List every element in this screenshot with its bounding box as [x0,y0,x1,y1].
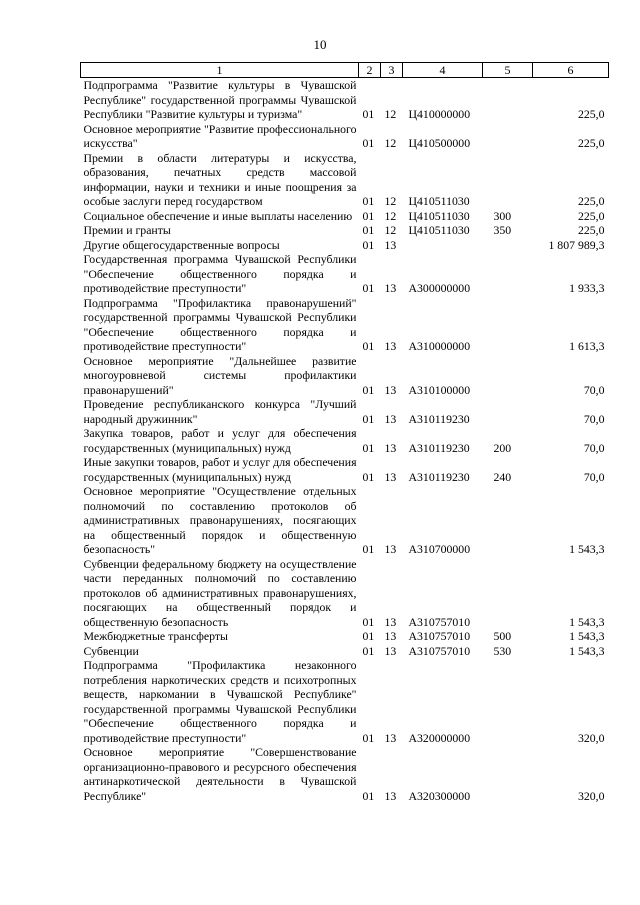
amount: 320,0 [577,730,605,745]
amount: 320,0 [577,788,605,803]
item-name: Субвенции [83,643,139,658]
amount: 225,0 [577,208,605,223]
table-row [81,557,609,630]
section-code: 01 [362,411,375,426]
target-article-code: А310757010 [408,643,471,658]
section-code: 01 [362,107,375,121]
table-row [81,484,609,557]
amount: 1 543,3 [569,614,605,629]
section-code: 01 [362,382,375,397]
target-article-code: Ц410511030 [408,194,470,208]
table-row [81,252,609,296]
target-article-code: Ц410000000 [408,107,471,121]
expense-type-code [483,397,533,426]
column-header: 4 [403,63,483,78]
item-name: Основное мероприятие "Дальнейшее развитие многоуровневой системы профилактики правонарушений" [83,353,357,397]
expense-type-code [483,238,533,253]
expense-type-code [483,557,533,630]
item-name: Подпрограмма "Профилактика правонарушений" государственной программы Чувашской Республики "Обеспечение общественного порядка и противодействие преступности" [83,295,357,353]
target-article-code: А310119230 [408,469,470,484]
amount: 225,0 [577,136,605,150]
subsection-code: 13 [384,440,397,455]
table-row [81,209,609,224]
subsection-code: 12 [384,223,397,237]
table-row [81,151,609,209]
amount: 70,0 [583,469,605,484]
subsection-code: 12 [384,194,397,208]
section-code: 01 [362,440,375,455]
section-code: 01 [362,542,375,556]
table-row [81,644,609,659]
target-article-code: А310700000 [408,542,471,556]
expense-type-code: 530 [493,643,512,658]
column-header: 5 [483,63,533,78]
item-name: Государственная программа Чувашской Республики "Обеспечение общественного порядка и противодействие преступности" [83,252,357,295]
table-row [81,658,609,745]
target-article-code: А320000000 [408,730,471,745]
expense-type-code [483,484,533,557]
column-header: 6 [533,63,609,78]
amount: 70,0 [583,382,605,397]
item-name: Закупка товаров, работ и услуг для обеспечения государственных (муниципальных) нужд [83,426,357,455]
table-row [81,223,609,238]
section-code: 01 [362,629,375,643]
amount: 1 933,3 [569,281,605,295]
target-article-code: Ц410511030 [408,208,470,223]
target-article-code: А310757010 [408,614,471,629]
target-article-code [403,238,483,253]
table-row [81,397,609,426]
table-row [81,296,609,354]
subsection-code: 13 [384,411,397,426]
subsection-code: 12 [384,107,397,121]
subsection-code: 13 [384,339,397,353]
subsection-code: 13 [384,788,397,803]
expense-type-code [483,354,533,398]
expense-type-code [483,252,533,296]
target-article-code: А310119230 [408,440,470,455]
budget-table [80,62,609,803]
item-name: Субвенции федеральному бюджету на осуществление части переданных полномочий по составлению протоколов об административных правонарушениях, посягающих на общественный порядок и общественную безопасность [83,556,357,629]
subsection-code: 13 [384,542,397,556]
section-code: 01 [362,469,375,484]
subsection-code: 13 [384,237,397,252]
column-header: 1 [81,63,359,78]
item-name: Основное мероприятие "Совершенствование организационно-правового и ресурсного обеспечения антинаркотической деятельности в Чувашской Республике" [83,745,357,803]
item-name: Проведение республиканского конкурса "Лучший народный дружинник" [83,397,357,426]
section-code: 01 [362,223,375,237]
item-name: Премии и гранты [83,223,171,237]
subsection-code: 13 [384,730,397,745]
section-code: 01 [362,730,375,745]
target-article-code: А310100000 [408,382,471,397]
expense-type-code [483,658,533,745]
expense-type-code: 300 [493,208,512,223]
expense-type-code: 350 [493,223,512,237]
target-article-code: А320300000 [408,788,471,803]
section-code: 01 [362,281,375,295]
amount: 1 807 989,3 [548,237,605,252]
subsection-code: 13 [384,469,397,484]
item-name: Подпрограмма "Развитие культуры в Чувашской Республике" государственной программы Чувашской Республики "Развитие культуры и туризма" [83,78,357,121]
page-number: 10 [313,37,327,52]
expense-type-code [483,296,533,354]
section-code: 01 [362,614,375,629]
subsection-code: 13 [384,614,397,629]
table-row [81,455,609,484]
amount: 70,0 [583,440,605,455]
amount: 1 543,3 [569,542,605,556]
expense-type-code [483,78,533,122]
target-article-code: Ц410500000 [408,136,471,150]
amount: 225,0 [577,107,605,121]
table-row [81,238,609,253]
section-code: 01 [362,643,375,658]
subsection-code: 13 [384,382,397,397]
column-header: 2 [359,63,381,78]
expense-type-code: 240 [493,469,512,484]
amount: 1 543,3 [569,643,605,658]
expense-type-code [483,745,533,803]
amount: 1 543,3 [569,629,605,643]
item-name: Иные закупки товаров, работ и услуг для обеспечения государственных (муниципальных) нужд [83,455,357,484]
subsection-code: 13 [384,643,397,658]
amount: 225,0 [577,223,605,237]
expense-type-code [483,122,533,151]
expense-type-code [483,151,533,209]
table-row [81,629,609,644]
amount: 225,0 [577,194,605,208]
item-name: Подпрограмма "Профилактика незаконного потребления наркотических средств и психотропных веществ, наркомании в Чувашской Республике" государственной программы Чувашской Республики "Обеспечение общественного порядка и противодействие преступности" [83,658,357,745]
table-row [81,78,609,122]
subsection-code: 12 [384,136,397,150]
section-code: 01 [362,208,375,223]
column-header: 3 [381,63,403,78]
table-row [81,426,609,455]
expense-type-code: 200 [493,440,512,455]
target-article-code: А310119230 [408,411,470,426]
section-code: 01 [362,194,375,208]
section-code: 01 [362,788,375,803]
table-row [81,745,609,803]
item-name: Межбюджетные трансферты [83,629,228,643]
subsection-code: 13 [384,281,397,295]
subsection-code: 13 [384,629,397,643]
item-name: Социальное обеспечение и иные выплаты населению [83,208,353,223]
item-name: Основное мероприятие "Развитие профессионального искусства" [83,121,357,150]
amount: 70,0 [583,411,605,426]
item-name: Премии в области литературы и искусства, образования, печатных средств массовой информации, науки и техники и иные поощрения за особые заслуги перед государством [83,150,357,208]
column-number-header [81,63,609,78]
section-code: 01 [362,339,375,353]
section-code: 01 [362,237,375,252]
expense-type-code: 500 [493,629,512,643]
table-row [81,354,609,398]
target-article-code: А310000000 [408,339,471,353]
amount: 1 613,3 [569,339,605,353]
item-name: Другие общегосударственные вопросы [83,237,280,252]
table-row [81,122,609,151]
target-article-code: А300000000 [408,281,471,295]
target-article-code: А310757010 [408,629,471,643]
subsection-code: 12 [384,208,397,223]
section-code: 01 [362,136,375,150]
target-article-code: Ц410511030 [408,223,470,237]
item-name: Основное мероприятие "Осуществление отдельных полномочий по составлению протоколов об административных правонарушениях, посягающих на общественный порядок и общественную безопасность" [83,484,357,556]
